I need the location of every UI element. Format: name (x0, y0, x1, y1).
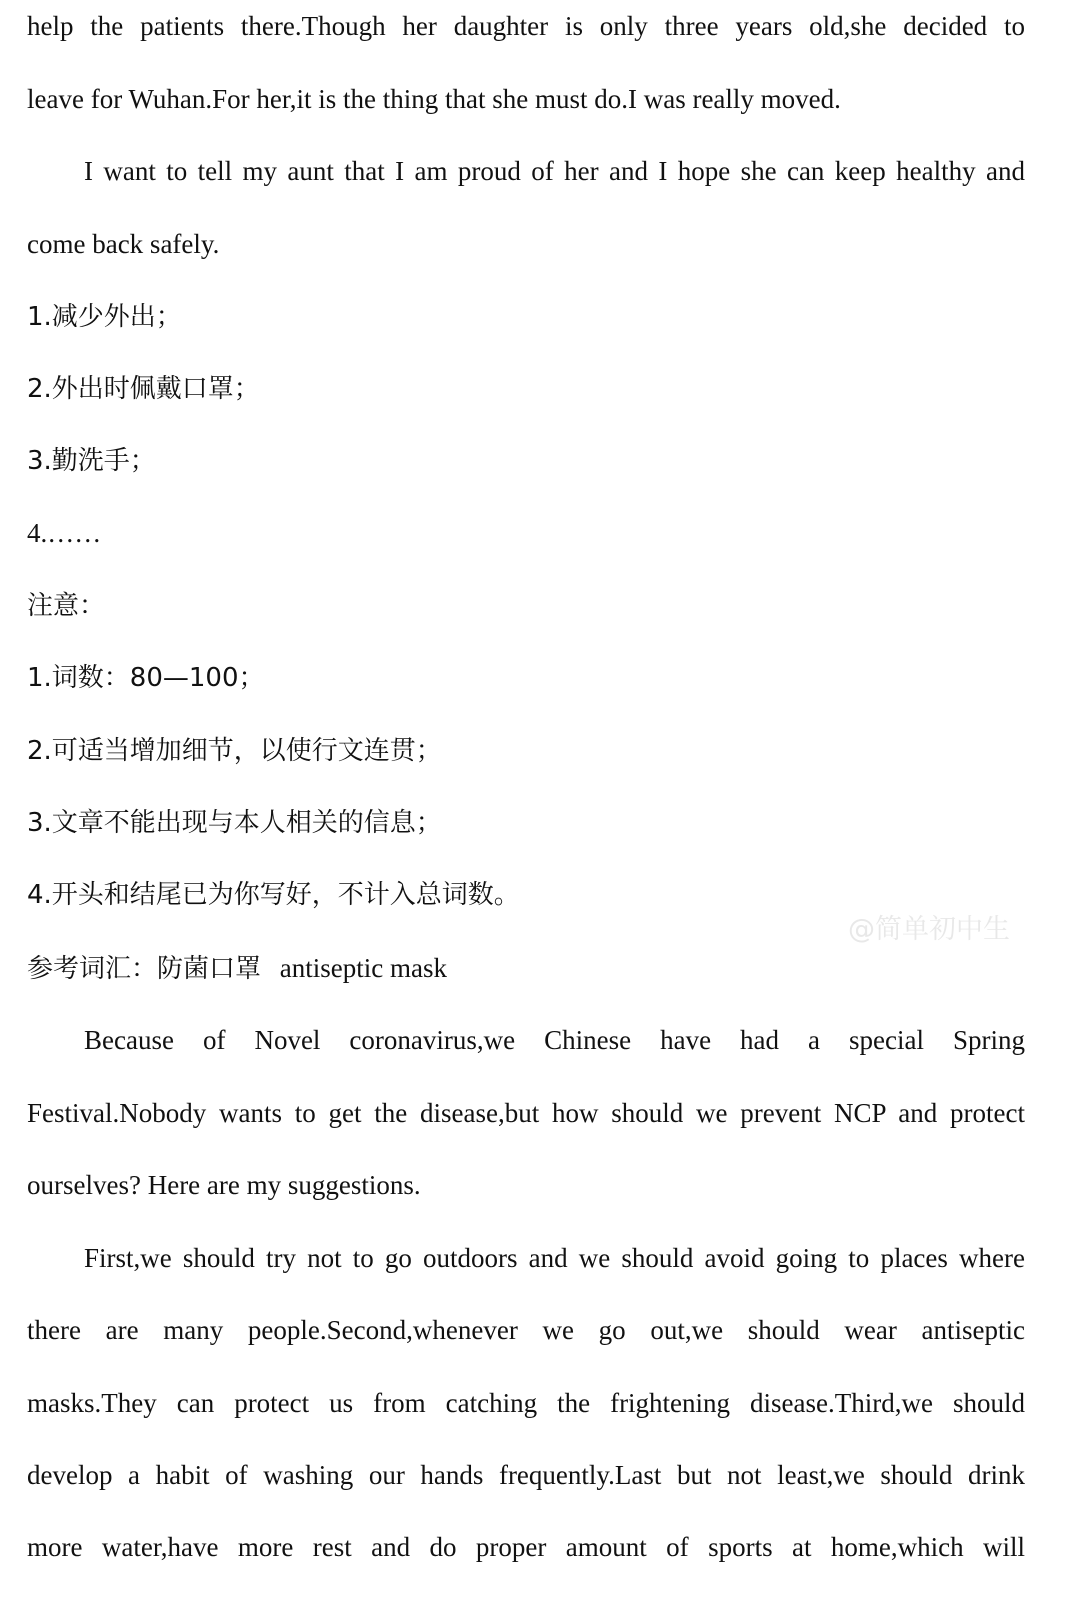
watermark: @简单初中生 (848, 914, 1010, 945)
prev-passage-line-3: I want to tell my aunt that I am proud of her and I hope she can keep healthy and (84, 156, 1025, 186)
essay-p1-line-2: Festival.Nobody wants to get the disease,but how should we prevent NCP and protect (27, 1098, 1025, 1128)
note-item-4: 4.开头和结尾已为你写好，不计入总词数。 (27, 880, 520, 910)
vocab-line (27, 951, 1025, 986)
outline-point-4: 4.…… (27, 518, 102, 548)
notes-heading: 注意： (27, 591, 106, 621)
essay-p2-line-3: masks.They can protect us from catching the frightening disease.Third,we should (27, 1388, 1025, 1418)
prev-passage-line-1: help the patients there.Though her daughter is only three years old,she decided to (27, 11, 1025, 41)
essay-p1-line-1: Because of Novel coronavirus,we Chinese have had a special Spring (84, 1025, 1025, 1055)
essay-p2-line-2: there are many people.Second,whenever we go out,we should wear antiseptic (27, 1315, 1025, 1345)
outline-point-1: 1.减少外出； (27, 302, 182, 332)
prev-passage-line-2: leave for Wuhan.For her,it is the thing that she must do.I was really moved. (27, 84, 841, 114)
outline-point-2: 2.外出时佩戴口罩； (27, 374, 260, 404)
note-item-2: 2.可适当增加细节，以使行文连贯； (27, 736, 442, 766)
vocab-label: 参考词汇：防菌口罩 (27, 954, 262, 984)
essay-p1-line-3: ourselves? Here are my suggestions. (27, 1170, 421, 1200)
note-item-1: 1.词数：80—100； (27, 663, 265, 693)
essay-p2-line-4: develop a habit of washing our hands frequently.Last but not least,we should drink (27, 1460, 1025, 1490)
note-item-3: 3.文章不能出现与本人相关的信息； (27, 808, 442, 838)
vocab-term: antiseptic mask (279, 953, 447, 983)
prev-passage-line-4: come back safely. (27, 229, 220, 259)
essay-p2-line-1: First,we should try not to go outdoors and we should avoid going to places where (84, 1243, 1025, 1273)
essay-p2-line-5: more water,have more rest and do proper amount of sports at home,which will (27, 1532, 1025, 1562)
outline-point-3: 3.勤洗手； (27, 446, 156, 476)
